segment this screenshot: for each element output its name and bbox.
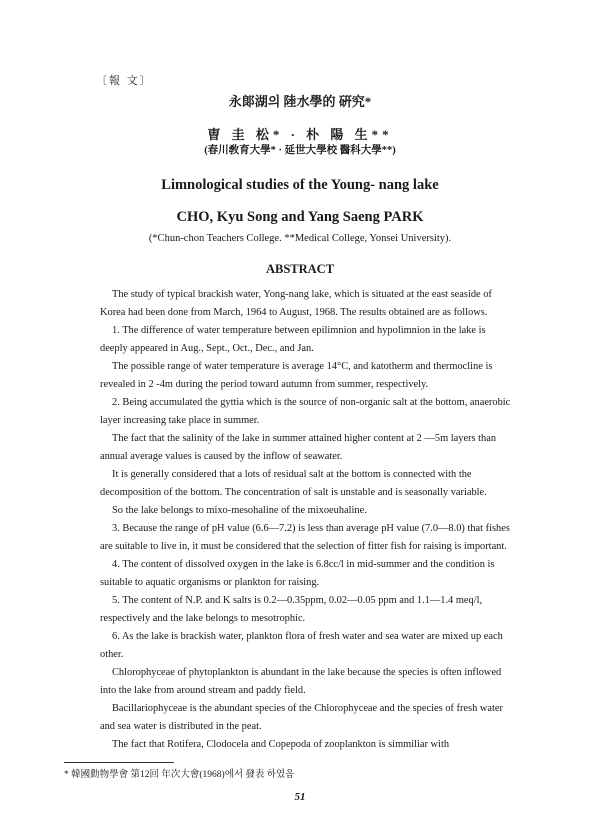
abstract-body	[100, 286, 512, 754]
abstract-paragraph: 4. The content of dissolved oxygen in the lake is 6.8cc/l in mid-summer and the condition is suitable to aquatic organisms or plankton for raising.	[100, 559, 495, 588]
korean-affiliation: (春川敎育大學* · 延世大學校 醫科大學**)	[204, 145, 396, 156]
abstract-paragraph: 6. As the lake is brackish water, plankton flora of fresh water and sea water are mixed up each other.	[100, 631, 503, 660]
footnote: * 韓國動物學會 第12回 年次大會(1968)에서 發表 하였음	[64, 770, 295, 780]
abstract-paragraph: The fact that Rotifera, Clodocela and Copepoda of zooplankton is simmiliar with	[112, 739, 450, 750]
footnote-divider	[64, 762, 174, 763]
abstract-heading: ABSTRACT	[265, 262, 335, 276]
abstract-paragraph: It is generally considered that a lots of residual salt at the bottom is connected with the decomposition of the bottom. The concentration of salt is unstable and is seasonally variable.	[100, 469, 487, 498]
abstract-paragraph: The study of typical brackish water, Yong-nang lake, which is situated at the east seaside of Korea had been done from March, 1964 to August, 1968. The results obtained are as follows.	[100, 289, 492, 318]
page-number: 51	[294, 791, 306, 803]
english-authors: CHO, Kyu Song and Yang Saeng PARK	[176, 209, 424, 225]
korean-authors: 曺 圭 松* · 朴 陽 生**	[207, 127, 393, 142]
abstract-paragraph: The fact that the salinity of the lake in summer attained higher content at 2 —5m layers than annual average values is caused by the inflow of seawater.	[100, 433, 497, 462]
english-affiliation: (*Chun-chon Teachers College. **Medical College, Yonsei University).	[148, 233, 452, 244]
abstract-paragraph: 5. The content of N.P. and K salts is 0.2—0.35ppm, 0.02—0.05 ppm and 1.1—1.4 meq/l, respectively and the lake belongs to mesotrophic.	[100, 595, 483, 624]
abstract-paragraph: So the lake belongs to mixo-mesohaline of the mixoeuhaline.	[112, 505, 367, 516]
abstract-paragraph: The possible range of water temperature is average 14°C, and katotherm and thermocline is revealed in 2 -4m during the period toward autumn from summer, respectively.	[100, 361, 493, 390]
english-title: Limnological studies of the Young- nang lake	[161, 177, 439, 193]
abstract-paragraph: Bacillariophyceae is the abundant species of the Chlorophyceae and the species of fresh water and sea water is distributed in the peat.	[100, 703, 503, 732]
section-tag: 〔報 文〕	[96, 75, 153, 87]
abstract-paragraph: 3. Because the range of pH value (6.6—7.2) is less than average pH value (7.0—8.0) that fishes are suitable to live in, it must be considered that the selection of fitter fish for raising is important.	[100, 523, 510, 552]
abstract-paragraph: Chlorophyceae of phytoplankton is abundant in the lake because the species is often inflowed into the lake from around stream and paddy field.	[100, 667, 502, 696]
abstract-paragraph: 2. Being accumulated the gyttia which is the source of non-organic salt at the bottom, anaerobic layer increasing take place in summer.	[100, 397, 511, 426]
korean-title: 永郞湖의 陸水學的 硏究*	[228, 94, 372, 109]
abstract-paragraph: 1. The difference of water temperature between epilimnion and hypolimnion in the lake is deeply appeared in Aug., Sept., Oct., Dec., and Jan.	[100, 325, 486, 354]
